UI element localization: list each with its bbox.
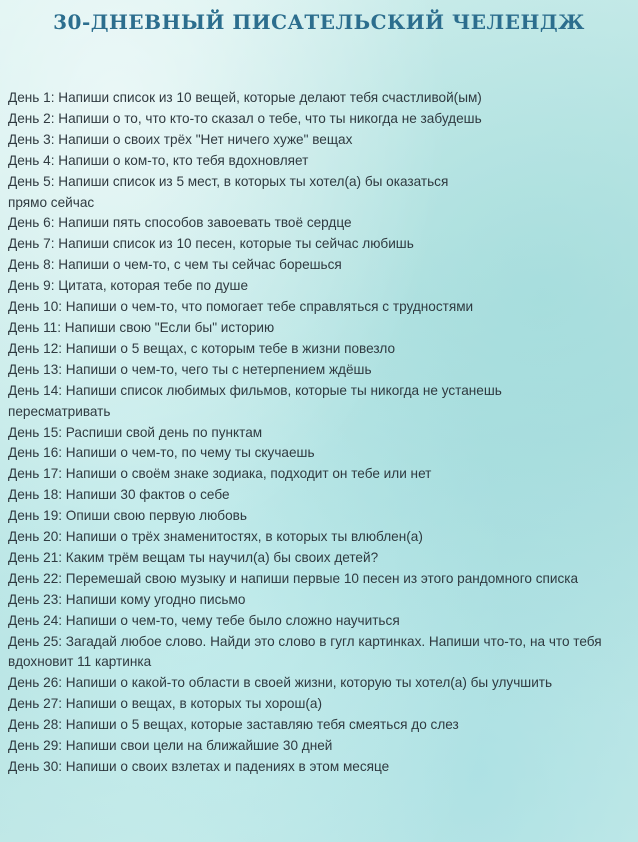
day-17-text: День 17: Напиши о своём знаке зодиака, подходит он тебе или нет (8, 466, 432, 482)
day-12-item (8, 339, 630, 360)
day-22-item (8, 569, 608, 590)
day-13-item (8, 360, 630, 381)
day-16-text: День 16: Напиши о чем-то, по чему ты скучаешь (8, 445, 315, 461)
day-6-item (8, 213, 630, 234)
day-30-item (8, 757, 630, 778)
day-7-item (8, 234, 630, 255)
day-3-text: День 3: Напиши о своих трёх "Нет ничего хуже" вещах (8, 131, 353, 147)
day-3-item (8, 130, 630, 151)
day-11-text: День 11: Напиши свою "Если бы" историю (8, 319, 275, 335)
day-23-text: День 23: Напиши кому угодно письмо (8, 591, 246, 607)
day-16-item (8, 443, 630, 464)
day-4-text: День 4: Напиши о ком-то, кто тебя вдохновляет (8, 152, 309, 168)
day-14-text: День 14: Напиши список любимых фильмов, которые ты никогда не устанешь пересматривать (8, 382, 502, 419)
day-7-text: День 7: Напиши список из 10 песен, которые ты сейчас любишь (8, 236, 414, 252)
day-20-text: День 20: Напиши о трёх знаменитостях, в которых ты влюблен(а) (8, 529, 423, 545)
page-title: 30-ДНЕВНЫЙ ПИСАТЕЛЬСКИЙ ЧЕЛЕНДЖ (53, 10, 585, 34)
day-28-item (8, 715, 630, 736)
day-18-text: День 18: Напиши 30 фактов о себе (8, 487, 230, 503)
day-25-item (8, 632, 630, 674)
day-30-text: День 30: Напиши о своих взлетах и падениях в этом месяце (8, 759, 390, 774)
day-29-item (8, 736, 630, 757)
day-1-item (8, 88, 630, 109)
day-14-item (8, 381, 588, 423)
day-1-text: День 1: Напиши список из 10 вещей, которые делают тебя счастливой(ым) (8, 90, 482, 105)
challenge-list (8, 88, 630, 778)
day-15-item (8, 423, 630, 444)
day-17-item (8, 464, 630, 485)
day-19-item (8, 506, 630, 527)
day-4-item (8, 151, 630, 172)
day-2-text: День 2: Напиши о то, что кто-то сказал о тебе, что ты никогда не забудешь (8, 110, 482, 126)
day-28-text: День 28: Напиши о 5 вещах, которые заставляю тебя смеяться до слез (8, 717, 459, 733)
day-13-text: День 13: Напиши о чем-то, чего ты с нетерпением ждёшь (8, 361, 372, 377)
day-10-item (8, 297, 630, 318)
day-25-text: День 25: Загадай любое слово. Найди это слово в гугл картинках. Напиши что-то, на что тебя вдохновит 11 картинка (8, 633, 602, 670)
day-21-text: День 21: Каким трём вещам ты научил(а) бы своих детей? (8, 549, 379, 565)
day-10-text: День 10: Напиши о чем-то, что помогает тебе справляться с трудностями (8, 299, 474, 315)
day-6-text: День 6: Напиши пять способов завоевать твоё сердце (8, 215, 352, 231)
day-22-text: День 22: Перемешай свою музыку и напиши первые 10 песен из этого рандомного списка (8, 570, 579, 586)
day-24-text: День 24: Напиши о чем-то, чему тебе было сложно научиться (8, 612, 400, 628)
day-2-item (8, 109, 630, 130)
day-5-item (8, 172, 483, 214)
day-8-text: День 8: Напиши о чем-то, с чем ты сейчас борешься (8, 257, 342, 273)
day-26-text: День 26: Напиши о какой-то области в своей жизни, которую ты хотел(а) бы улучшить (8, 675, 553, 691)
day-9-text: День 9: Цитата, которая тебе по душе (8, 278, 249, 294)
day-27-item (8, 694, 630, 715)
day-26-item (8, 673, 630, 694)
day-15-text: День 15: Распиши свой день по пунктам (8, 424, 263, 440)
day-8-item (8, 255, 630, 276)
day-5-text: День 5: Напиши список из 5 мест, в которых ты хотел(а) бы оказаться прямо сейчас (8, 173, 449, 210)
day-20-item (8, 527, 630, 548)
day-23-item (8, 590, 630, 611)
day-11-item (8, 318, 630, 339)
day-27-text: День 27: Напиши о вещах, в которых ты хорош(а) (8, 696, 322, 712)
day-18-item (8, 485, 630, 506)
day-21-item (8, 548, 630, 569)
day-24-item (8, 611, 630, 632)
day-29-text: День 29: Напиши свои цели на ближайшие 30 дней (8, 738, 333, 754)
day-12-text: День 12: Напиши о 5 вещах, с которым тебе в жизни повезло (8, 340, 396, 356)
day-19-text: День 19: Опиши свою первую любовь (8, 508, 247, 524)
day-9-item (8, 276, 630, 297)
